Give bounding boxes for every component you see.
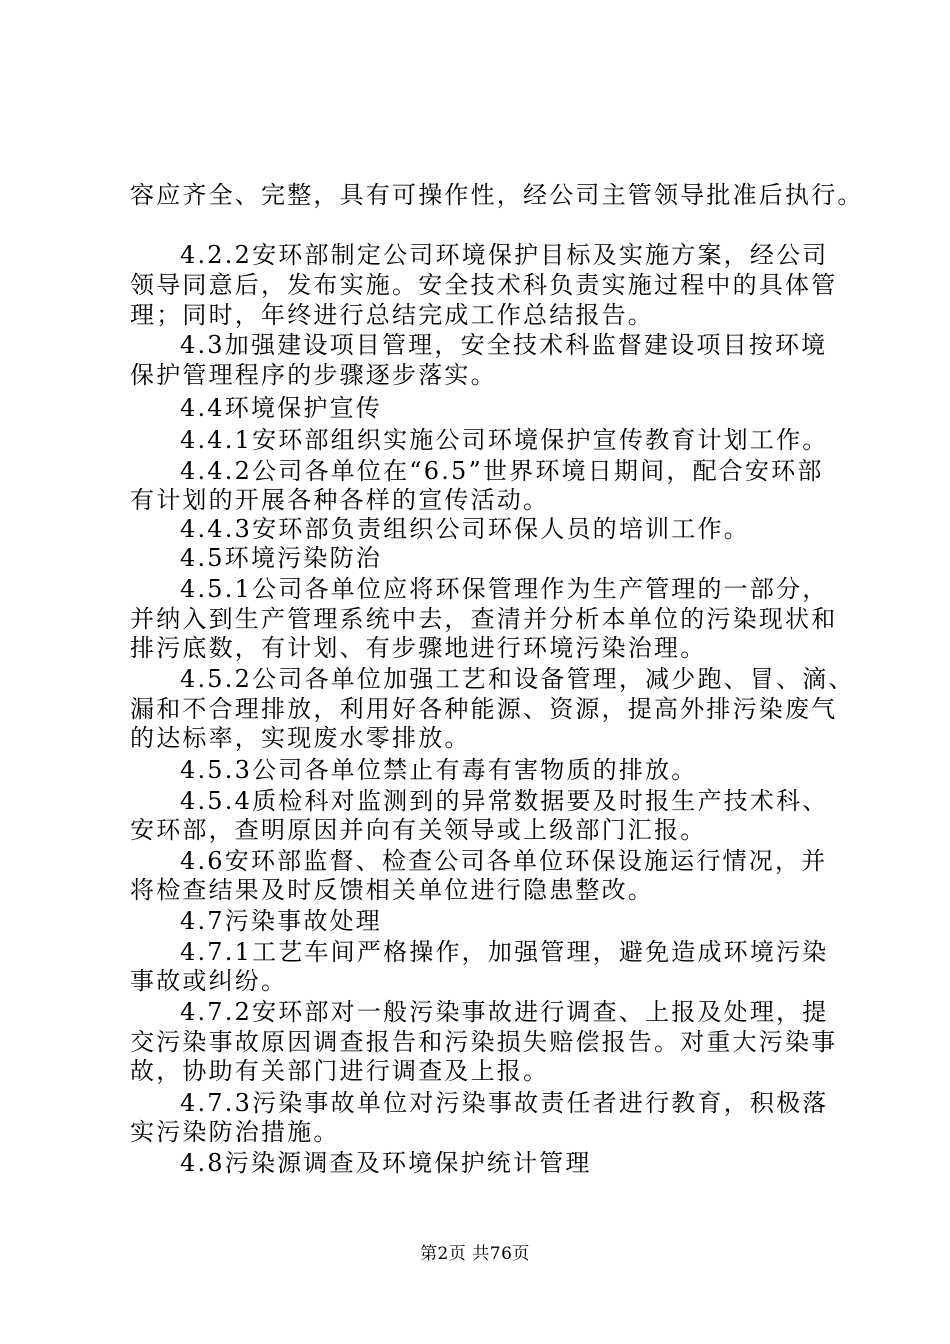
page-number-footer: 第2页 共76页 [420, 1244, 530, 1264]
paragraph-line: 保护管理程序的步骤逐步落实。 [130, 361, 497, 389]
paragraph-line: 4.5.3公司各单位禁止有毒有害物质的排放。 [180, 756, 698, 784]
paragraph-line: 理；同时，年终进行总结完成工作总结报告。 [130, 301, 654, 329]
paragraph-line: 4.7.1工艺车间严格操作，加强管理，避免造成环境污染 [180, 938, 829, 966]
paragraph-line: 排污底数，有计划、有步骤地进行环境污染治理。 [130, 634, 707, 662]
section-heading: 4.4环境保护宣传 [180, 394, 382, 422]
paragraph-line: 4.4.3安环部负责组织公司环保人员的培训工作。 [180, 515, 750, 543]
paragraph-line: 4.2.2安环部制定公司环境保护目标及实施方案，经公司 [180, 241, 829, 269]
paragraph-line: 事故或纠纷。 [130, 967, 288, 995]
paragraph-line: 交污染事故原因调查报告和污染损失赔偿报告。对重大污染事 [130, 1028, 838, 1056]
paragraph-line: 有计划的开展各种各样的宣传活动。 [130, 486, 550, 514]
paragraph-line: 4.6安环部监督、检查公司各单位环保设施运行情况，并 [180, 847, 828, 875]
paragraph-line: 4.3加强建设项目管理，安全技术科监督建设项目按环境 [180, 331, 828, 359]
paragraph-line: 安环部，查明原因并向有关领导或上级部门汇报。 [130, 816, 707, 844]
paragraph-line: 故，协助有关部门进行调查及上报。 [130, 1057, 550, 1085]
paragraph-line: 4.7.2安环部对一般污染事故进行调查、上报及处理，提 [180, 998, 829, 1026]
paragraph-line: 4.4.2公司各单位在“6.5”世界环境日期间，配合安环部 [180, 457, 824, 485]
paragraph-line: 并纳入到生产管理系统中去，查清并分析本单位的污染现状和 [130, 605, 838, 633]
paragraph-line: 4.4.1安环部组织实施公司环境保护宣传教育计划工作。 [180, 426, 829, 454]
section-heading: 4.5环境污染防治 [180, 544, 382, 572]
paragraph-line: 实污染防治措施。 [130, 1118, 340, 1146]
section-heading: 4.8污染源调查及环境保护统计管理 [180, 1149, 592, 1177]
paragraph-line: 漏和不合理排放，利用好各种能源、资源，提高外排污染废气 [130, 695, 838, 723]
paragraph-line: 4.5.2公司各单位加强工艺和设备管理，减少跑、冒、滴、 [180, 665, 855, 693]
paragraph-line: 4.5.4质检科对监测到的异常数据要及时报生产技术科、 [180, 787, 829, 815]
paragraph-line: 容应齐全、完整，具有可操作性，经公司主管领导批准后执行。 [130, 181, 864, 209]
section-heading: 4.7污染事故处理 [180, 907, 382, 935]
paragraph-line: 的达标率，实现废水零排放。 [130, 724, 471, 752]
paragraph-line: 领导同意后，发布实施。安全技术科负责实施过程中的具体管 [130, 271, 838, 299]
paragraph-line: 4.7.3污染事故单位对污染事故责任者进行教育，积极落 [180, 1089, 829, 1117]
paragraph-line: 将检查结果及时反馈相关单位进行隐患整改。 [130, 876, 654, 904]
paragraph-line: 4.5.1公司各单位应将环保管理作为生产管理的一部分， [180, 575, 829, 603]
